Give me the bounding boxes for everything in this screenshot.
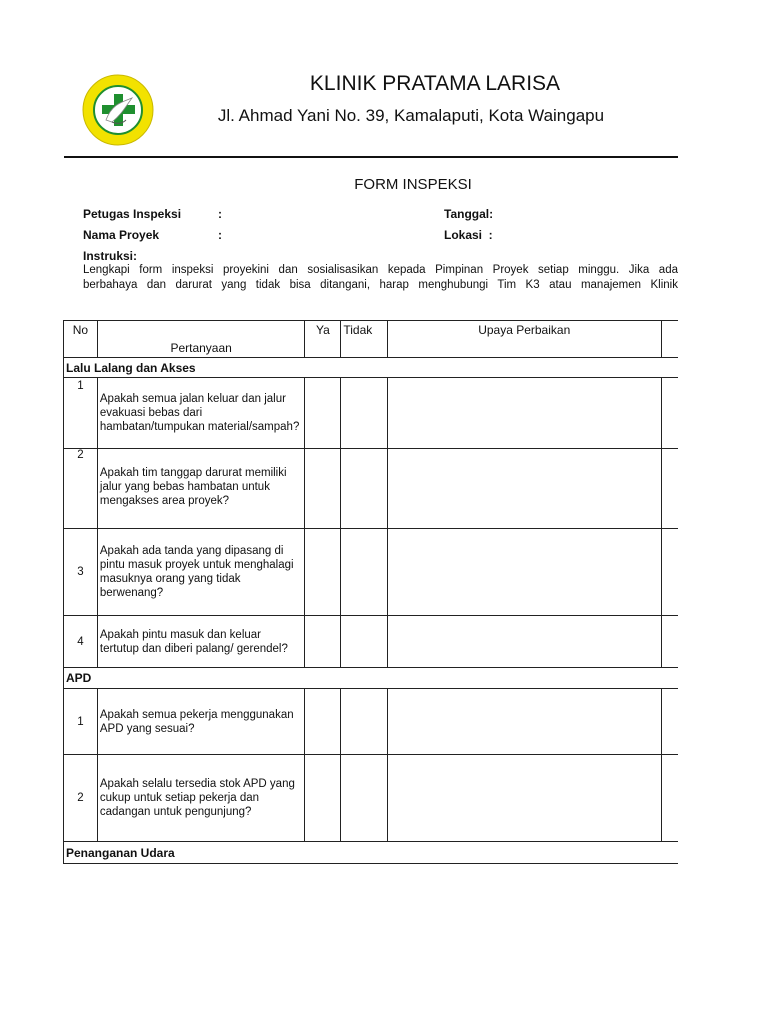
inspector-label: Petugas Inspeksi (83, 207, 182, 221)
row-number: 2 (64, 755, 98, 842)
location-label: Lokasi : (444, 228, 493, 242)
extra-cell (661, 378, 678, 449)
question-cell: Apakah ada tanda yang dipasang di pintu masuk proyek untuk menghalagi masuknya orang yang tidak berwenang? (97, 529, 305, 616)
row-number: 1 (64, 689, 98, 755)
no-answer-cell[interactable] (341, 449, 387, 529)
table-row (64, 755, 679, 842)
instructions-line: berbahaya dan darurat yang tidak bisa ditangani, harap menghubungi Tim K3 atau manajemen Klinik (83, 279, 678, 291)
yes-cell[interactable] (305, 689, 341, 755)
yes-cell[interactable] (305, 378, 341, 449)
no-answer-cell[interactable] (341, 529, 387, 616)
section-title: Lalu Lalang dan Akses (64, 358, 679, 378)
date-label: Tanggal: (444, 207, 494, 221)
table-row (64, 449, 679, 529)
yes-cell[interactable] (305, 616, 341, 668)
no-answer-cell[interactable] (341, 755, 387, 842)
header-yes: Ya (305, 321, 341, 358)
header-extra (661, 321, 678, 358)
instructions-line: Lengkapi form inspeksi proyekini dan sosialisasikan kepada Pimpinan Proyek setiap minggu. Jika ada (83, 264, 678, 276)
section-row (64, 842, 679, 864)
question-cell: Apakah pintu masuk dan keluar tertutup dan diberi palang/ gerendel? (97, 616, 305, 668)
fix-cell[interactable] (387, 616, 661, 668)
header-fix: Upaya Perbaikan (387, 321, 661, 358)
extra-cell (661, 529, 678, 616)
no-answer-cell[interactable] (341, 616, 387, 668)
no-answer-cell[interactable] (341, 378, 387, 449)
clinic-address: Jl. Ahmad Yani No. 39, Kamalaputi, Kota Waingapu (217, 106, 605, 125)
extra-cell (661, 449, 678, 529)
question-cell: Apakah semua jalan keluar dan jalur evakuasi bebas dari hambatan/tumpukan material/sampah? (97, 378, 305, 449)
table-row (64, 689, 679, 755)
fix-cell[interactable] (387, 449, 661, 529)
instructions-label: Instruksi: (83, 249, 138, 263)
header-question: Pertanyaan (97, 321, 305, 358)
header-no: No (64, 321, 98, 358)
row-number: 1 (64, 378, 98, 449)
project-name-colon: : (218, 228, 222, 242)
section-row (64, 668, 679, 689)
question-cell: Apakah selalu tersedia stok APD yang cukup untuk setiap pekerja dan cadangan untuk pengunjung? (97, 755, 305, 842)
yes-cell[interactable] (305, 529, 341, 616)
table-row (64, 378, 679, 449)
header-no-answer: Tidak (341, 321, 387, 358)
fix-cell[interactable] (387, 378, 661, 449)
fix-cell[interactable] (387, 529, 661, 616)
inspector-colon: : (218, 207, 222, 221)
yes-cell[interactable] (305, 755, 341, 842)
project-name-label: Nama Proyek (83, 228, 160, 242)
extra-cell (661, 755, 678, 842)
form-title: FORM INSPEKSI (354, 176, 472, 193)
section-title: Penanganan Udara (64, 842, 679, 864)
table-row (64, 529, 679, 616)
fix-cell[interactable] (387, 755, 661, 842)
question-cell: Apakah semua pekerja menggunakan APD yang sesuai? (97, 689, 305, 755)
extra-cell (661, 616, 678, 668)
row-number: 3 (64, 529, 98, 616)
row-number: 4 (64, 616, 98, 668)
no-answer-cell[interactable] (341, 689, 387, 755)
extra-cell (661, 689, 678, 755)
table-row (64, 616, 679, 668)
section-title: APD (64, 668, 679, 689)
inspection-table (63, 320, 678, 864)
row-number: 2 (64, 449, 98, 529)
fix-cell[interactable] (387, 689, 661, 755)
section-row (64, 358, 679, 378)
yes-cell[interactable] (305, 449, 341, 529)
clinic-name: KLINIK PRATAMA LARISA (309, 72, 561, 95)
table-header-row (64, 321, 679, 358)
question-cell: Apakah tim tanggap darurat memiliki jalur yang bebas hambatan untuk mengakses area proyek? (97, 449, 305, 529)
